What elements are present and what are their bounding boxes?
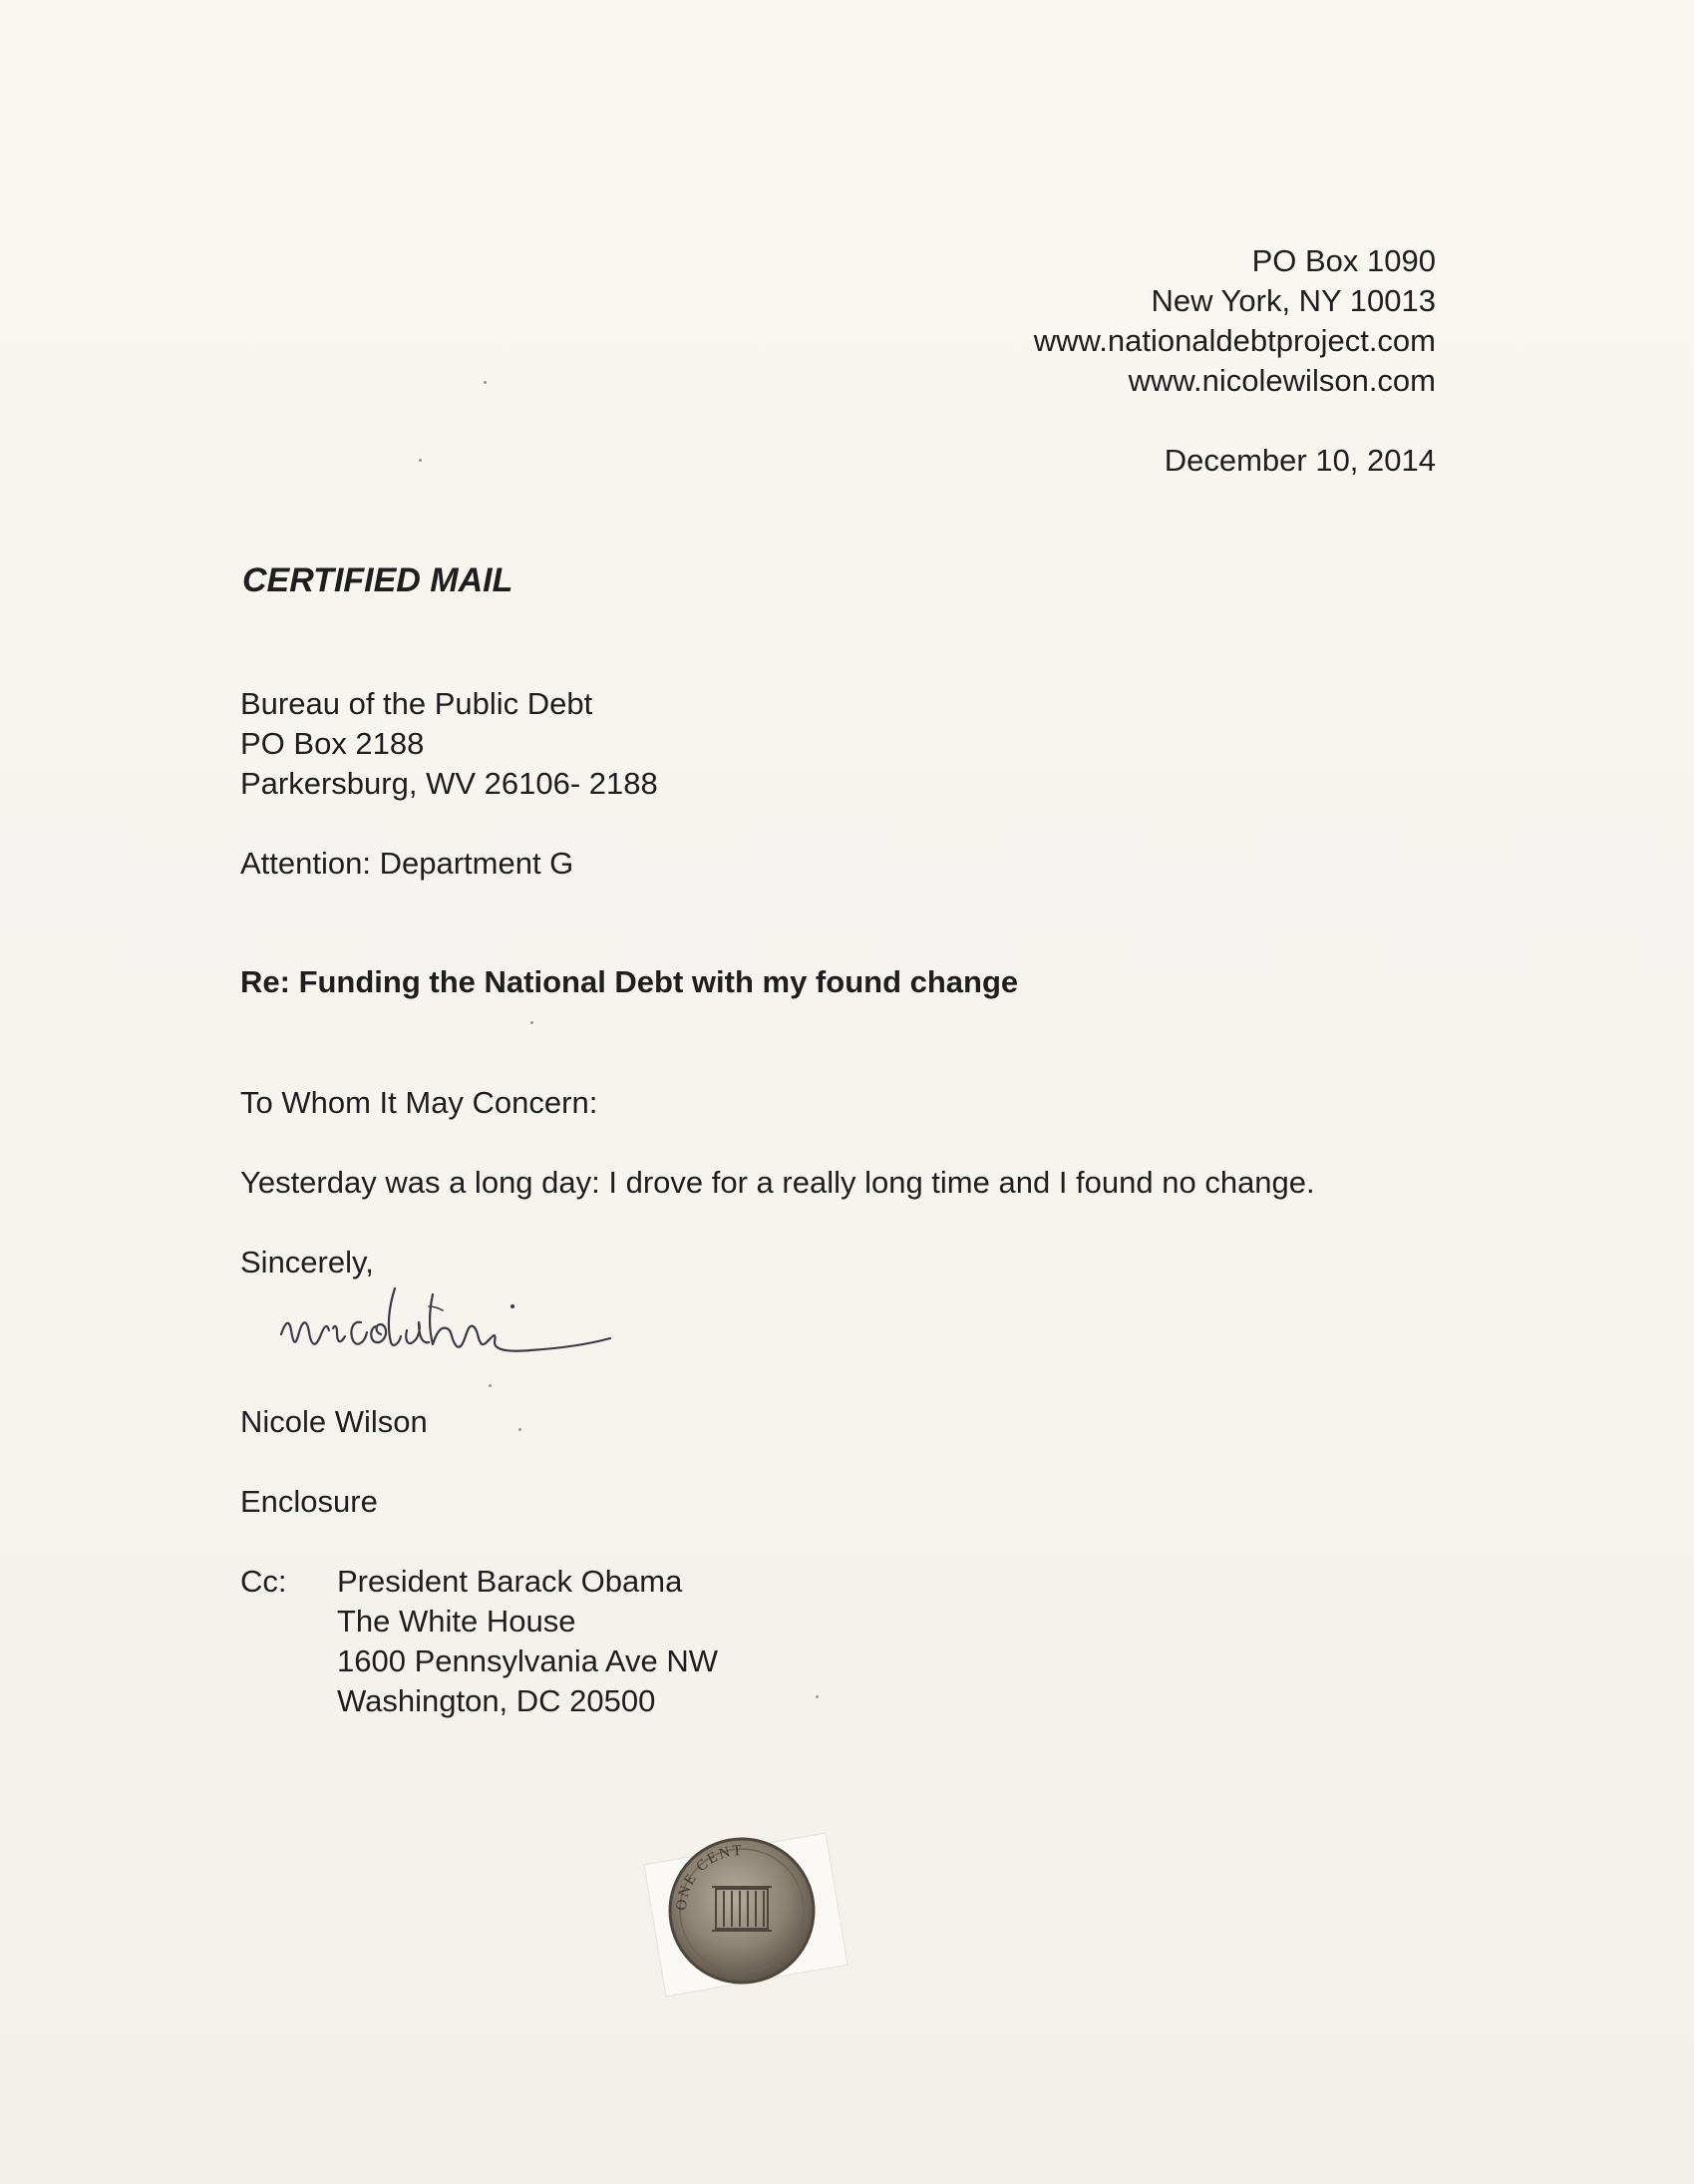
recipient-name: Bureau of the Public Debt: [240, 686, 593, 721]
sender-address-line1: PO Box 1090: [1251, 243, 1436, 278]
cc-line-2: The White House: [337, 1604, 576, 1638]
recipient-address-line2: PO Box 2188: [240, 726, 425, 761]
salutation: To Whom It May Concern:: [240, 1085, 598, 1120]
cc-line-1: President Barack Obama: [337, 1564, 683, 1599]
sender-address-line2: New York, NY 10013: [1151, 283, 1436, 318]
paper-speck: [530, 1021, 533, 1024]
signer-name: Nicole Wilson: [240, 1404, 428, 1439]
paper-speck: [518, 1428, 521, 1431]
cc-line-4: Washington, DC 20500: [337, 1683, 656, 1718]
cc-line-3: 1600 Pennsylvania Ave NW: [337, 1643, 718, 1678]
penny-coin: [670, 1839, 814, 1983]
penny-enclosure: [626, 1815, 855, 2004]
subject-line: Re: Funding the National Debt with my found change: [240, 964, 1019, 999]
attention-line: Attention: Department G: [240, 846, 574, 881]
certified-mail-label: CERTIFIED MAIL: [242, 561, 513, 599]
recipient-address-line3: Parkersburg, WV 26106- 2188: [240, 766, 658, 801]
closing: Sincerely,: [240, 1245, 374, 1279]
sender-website-2: www.nicolewilson.com: [1128, 363, 1436, 398]
enclosure-note: Enclosure: [240, 1484, 378, 1519]
paper-speck: [489, 1384, 492, 1387]
letter-date: December 10, 2014: [1164, 443, 1436, 478]
signature-image: [269, 1267, 648, 1376]
paper-speck: [484, 381, 487, 384]
paper-speck: [816, 1695, 819, 1698]
letter-body: Yesterday was a long day: I drove for a really long time and I found no change.: [240, 1165, 1315, 1200]
cc-label: Cc:: [240, 1564, 287, 1599]
coin-inscription: ONE CENT: [673, 1842, 745, 1912]
sender-website-1: www.nationaldebtproject.com: [1033, 323, 1436, 358]
paper-speck: [419, 459, 422, 462]
